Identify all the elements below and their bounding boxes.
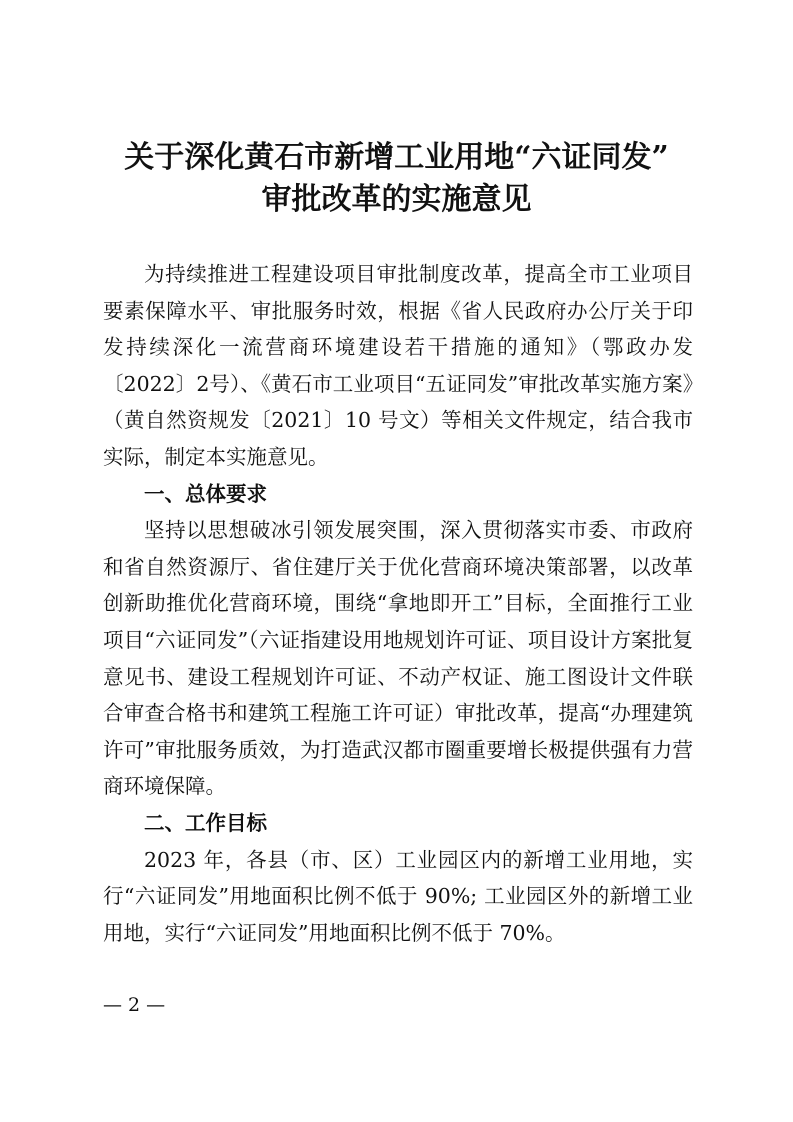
section-2-heading: 二、工作目标 <box>144 810 267 835</box>
intro-paragraph: 为持续推进工程建设项目审批制度改革，提高全市工业项目要素保障水平、审批服务时效，根据《省人民政府办公厅关于印发持续深化一流营商环境建设若干措施的通知》（鄂政办发〔2022〕2号）、《黄石市工业项目“五证同发”审批改革实施方案》（黄自然资规发〔2021〕10 号文）等相关文件规定，结合我市实际，制定本实施意见。 <box>103 262 693 469</box>
section-1-heading: 一、总体要求 <box>144 481 267 506</box>
page-number: — 2 — <box>103 994 166 1016</box>
section-2-paragraph: 2023 年，各县（市、区）工业园区内的新增工业用地，实行“六证同发”用地面积比例不低于 90%; 工业园区外的新增工业用地，实行“六证同发”用地面积比例不低于 70%。 <box>103 847 693 945</box>
document-body <box>103 256 693 951</box>
document-title-line-2: 审批改革的实施意见 <box>261 182 532 217</box>
document-title-line-1: 关于深化黄石市新增工业用地“六证同发” <box>124 140 669 175</box>
section-1-paragraph: 坚持以思想破冰引领发展突围，深入贯彻落实市委、市政府和省自然资源厅、省住建厅关于优化营商环境决策部署，以改革创新助推优化营商环境，围绕“拿地即开工”目标，全面推行工业项目“六证同发”（六证指建设用地规划许可证、项目设计方案批复意见书、建设工程规划许可证、不动产权证、施工图设计文件联合审查合格书和建筑工程施工许可证）审批改革，提高“办理建筑许可”审批服务质效，为打造武汉都市圈重要增长极提供强有力营商环境保障。 <box>103 518 693 799</box>
